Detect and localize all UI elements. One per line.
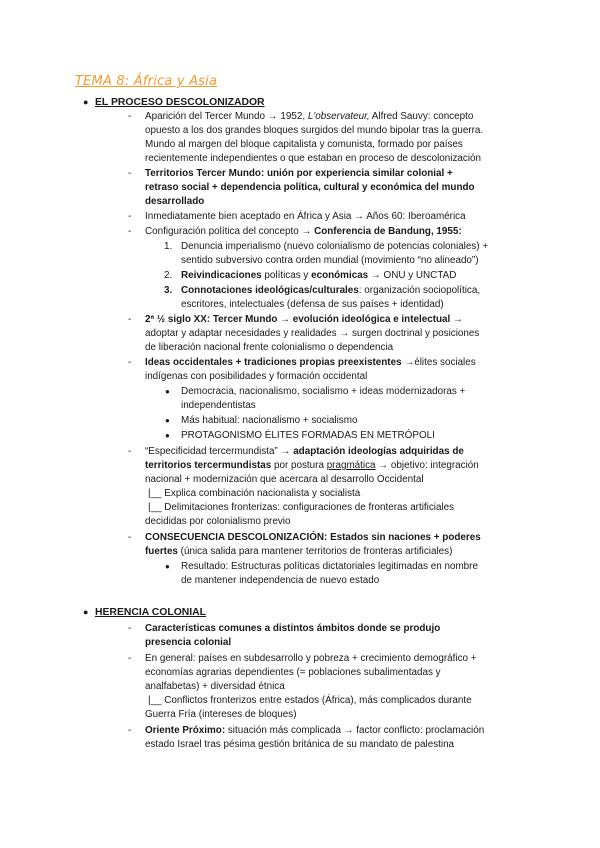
dash-icon: - bbox=[128, 314, 132, 325]
text-line: Mundo al margen del bloque capitalista y comunista, formado por países bbox=[145, 139, 463, 150]
text-line: Aparición del Tercer Mundo → 1952, L'observateur, Alfred Sauvy: concepto bbox=[145, 111, 474, 122]
text-line: Denuncia imperialismo (nuevo colonialismo de potencias coloniales) + bbox=[181, 241, 489, 252]
text-line: “Especificidad tercermundista” → adaptación ideologías adquiridas de bbox=[145, 446, 464, 457]
text-line: economías agrarias dependientes (= poblaciones subalimentadas y bbox=[145, 667, 441, 678]
text-line: Ideas occidentales + tradiciones propias preexistentes →élites sociales bbox=[145, 357, 476, 368]
text-line: opuesto a los dos grandes bloques surgidos del mundo bipolar tras la guerra. bbox=[145, 125, 484, 136]
text-line: Territorios Tercer Mundo: unión por experiencia similar colonial + bbox=[145, 168, 453, 179]
section-heading-descolonizador: EL PROCESO DESCOLONIZADOR bbox=[95, 97, 265, 108]
text-line: desarrollado bbox=[145, 196, 205, 207]
section-heading-herencia: HERENCIA COLONIAL bbox=[95, 607, 207, 618]
dash-icon: - bbox=[128, 653, 132, 664]
bullet-icon: ● bbox=[83, 97, 89, 107]
text-line: de liberación nacional frente colonialismo o dependencia bbox=[145, 342, 394, 353]
text-line: Inmediatamente bien aceptado en África y Asia → Años 60: Iberoamérica bbox=[145, 211, 466, 222]
bullet-icon: ● bbox=[165, 562, 170, 571]
text-line: Democracia, nacionalismo, socialismo + ideas modernizadoras + bbox=[181, 386, 466, 397]
text-line: estado Israel tras pésima gestión británica de su mandato de palestina bbox=[145, 739, 455, 750]
page-title: TEMA 8: África y Asia bbox=[75, 74, 218, 89]
dash-icon: - bbox=[128, 111, 132, 122]
text-line: Características comunes a distintos ámbitos donde se produjo bbox=[145, 623, 441, 634]
dash-icon: - bbox=[128, 226, 132, 237]
text-line: Más habitual: nacionalismo + socialismo bbox=[181, 415, 358, 426]
bullet-icon: ● bbox=[83, 607, 89, 617]
bullet-icon: ● bbox=[165, 416, 170, 425]
text-line: Reivindicaciones políticas y económicas → ONU y UNCTAD bbox=[181, 270, 457, 281]
text-line: Guerra Fría (intereses de bloques) bbox=[145, 709, 297, 720]
text-line: territorios tercermundistas por postura pragmática → objetivo: integración bbox=[145, 460, 479, 471]
dash-icon: - bbox=[128, 357, 132, 368]
dash-icon: - bbox=[128, 532, 132, 543]
text-line: PROTAGONISMO ÉLITES FORMADAS EN METRÓPOLI bbox=[181, 430, 435, 441]
text-line: independentistas bbox=[181, 400, 256, 411]
text-line: Configuración política del concepto → Conferencia de Bandung, 1955: bbox=[145, 226, 462, 237]
text-line: CONSECUENCIA DESCOLONIZACIÓN: Estados sin naciones + poderes bbox=[145, 532, 481, 543]
dash-icon: - bbox=[128, 446, 132, 457]
text-line: En general: países en subdesarrollo y pobreza + crecimiento demográfico + bbox=[145, 653, 477, 664]
text-line: adoptar y adaptar necesidades y realidades → surgen doctrinal y posiciones bbox=[145, 328, 480, 339]
dash-icon: - bbox=[128, 623, 132, 634]
text-line: nacional + modernización que acercara al desarrollo Occidental bbox=[145, 474, 424, 485]
text-line: analfabetas) + diversidad étnica bbox=[145, 681, 285, 692]
text-line: 2ª ½ siglo XX: Tercer Mundo → evolución ideológica e intelectual → bbox=[145, 314, 463, 325]
text-line: presencia colonial bbox=[145, 637, 232, 648]
text-line: recientemente independientes o que estaban en proceso de descolonización bbox=[145, 153, 481, 164]
dash-icon: - bbox=[128, 168, 132, 179]
text-line: de mantener independencia de nuevo estado bbox=[181, 575, 380, 586]
bullet-icon: ● bbox=[165, 431, 170, 440]
text-line: escritores, intelectuales (defensa de sus países + identidad) bbox=[181, 299, 444, 310]
dash-icon: - bbox=[128, 211, 132, 222]
list-number: 3. bbox=[164, 285, 173, 296]
bullet-icon: ● bbox=[165, 387, 170, 396]
text-line: Connotaciones ideológicas/culturales: organización sociopolítica, bbox=[181, 285, 481, 296]
text-line: indígenas con posibilidades y formación occidental bbox=[145, 371, 368, 382]
text-line: |__ Conflictos fronterizos entre estados (África), más complicados durante bbox=[148, 695, 472, 706]
text-line: |__ Explica combinación nacionalista y socialista bbox=[148, 488, 361, 499]
dash-icon: - bbox=[128, 725, 132, 736]
text-line: Oriente Próximo: situación más complicada → factor conflicto: proclamación bbox=[145, 725, 485, 736]
text-line: Resultado: Estructuras políticas dictatoriales legitimadas en nombre bbox=[181, 561, 478, 572]
text-line: fuertes (única salida para mantener territorios de fronteras artificiales) bbox=[145, 546, 453, 557]
list-number: 2. bbox=[164, 270, 173, 281]
text-line: |__ Delimitaciones fronterizas: configuraciones de fronteras artificiales bbox=[148, 502, 455, 513]
text-line: decididas por colonialismo previo bbox=[145, 516, 291, 527]
list-number: 1. bbox=[164, 241, 173, 252]
text-line: retraso social + dependencia política, cultural y económica del mundo bbox=[145, 182, 475, 193]
text-line: sentido subversivo contra orden mundial (movimiento “no alineado”) bbox=[181, 255, 479, 266]
